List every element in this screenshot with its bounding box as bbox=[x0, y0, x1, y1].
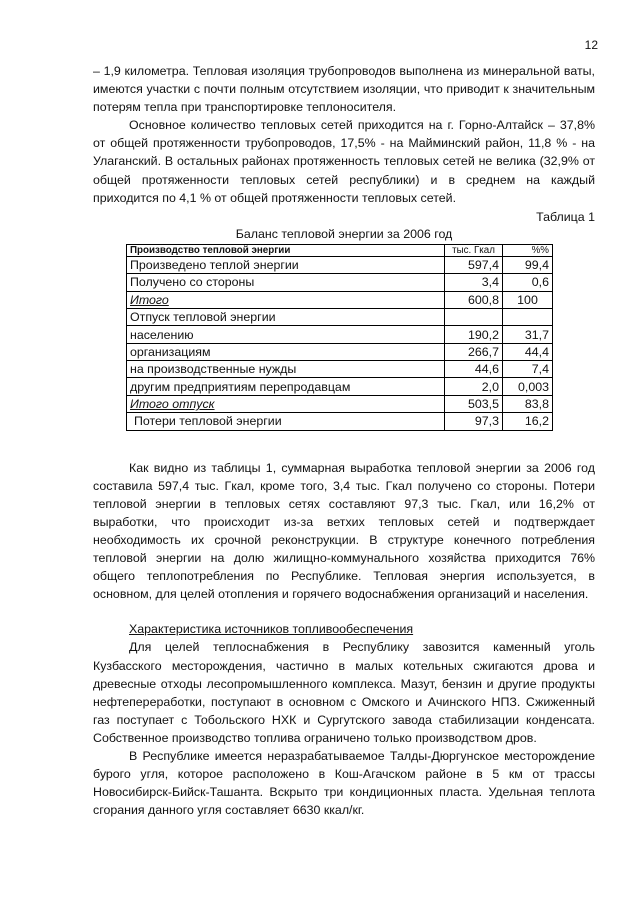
row-name: населению bbox=[127, 326, 445, 343]
header-production: Производство тепловой энергии bbox=[127, 244, 445, 256]
table-row-total bbox=[127, 395, 553, 412]
row-value: 190,2 bbox=[445, 326, 503, 343]
row-value: 266,7 bbox=[445, 343, 503, 360]
row-name: другим предприятиям перепродавцам bbox=[127, 378, 445, 395]
heat-balance-table bbox=[126, 244, 553, 431]
row-value: 97,3 bbox=[445, 413, 503, 430]
table-row bbox=[127, 274, 553, 291]
row-value bbox=[445, 308, 503, 325]
table-row bbox=[127, 378, 553, 395]
row-percent: 31,7 bbox=[503, 326, 553, 343]
table-header-row bbox=[127, 244, 553, 256]
table-row bbox=[127, 361, 553, 378]
row-value: 600,8 bbox=[445, 291, 503, 308]
row-value: 2,0 bbox=[445, 378, 503, 395]
row-percent: 0,003 bbox=[503, 378, 553, 395]
row-name: Потери тепловой энергии bbox=[127, 413, 445, 430]
header-percent: %% bbox=[503, 244, 553, 256]
row-percent: 16,2 bbox=[503, 413, 553, 430]
row-percent: 83,8 bbox=[503, 395, 553, 412]
table-row-total bbox=[127, 291, 553, 308]
row-name: Итого bbox=[127, 291, 445, 308]
row-value: 44,6 bbox=[445, 361, 503, 378]
header-unit: тыс. Гкал bbox=[445, 244, 503, 256]
paragraph-fuel-sources: Для целей теплоснабжения в Республику завозится каменный уголь Кузбасского месторождения, частично в малых котельных сжигаются дрова и древесные отходы лесопромышленного комплекса. Мазут, бензин и другие продукты нефтепереработки, поступают в основном с Омского и Ачинского НПЗ. Сжиженный газ поступает с Тобольского НХК и Сургутского завода стабилизации конденсата. Собственное производство топлива ограничено только производством дров. bbox=[93, 640, 595, 745]
paragraph-table-analysis: Как видно из таблицы 1, суммарная выработка тепловой энергии за 2006 год составила 597,4 тыс. Гкал, кроме того, 3,4 тыс. Гкал получено со стороны. Потери тепловой энергии в тепловых сетях составляют 97,3 тыс. Гкал, или 16,2% от выработки, что происходит из-за ветхих тепловых сетей и подтверждает необходимость их срочной реконструкции. В структуре конечного потребления тепловой энергии на долю жилищно-коммунального хозяйства приходится 76% общего теплопотребления по Республике. Тепловая энергия используется, в основном, для целей отопления и горячего водоснабжения организаций и населения. bbox=[93, 460, 595, 602]
table-label: Таблица 1 bbox=[536, 209, 595, 224]
table-row bbox=[127, 256, 553, 273]
row-percent: 0,6 bbox=[503, 274, 553, 291]
row-percent: 99,4 bbox=[503, 256, 553, 273]
row-name: организациям bbox=[127, 343, 445, 360]
row-percent: 44,4 bbox=[503, 343, 553, 360]
row-percent: 7,4 bbox=[503, 361, 553, 378]
paragraph-coal-deposit: В Республике имеется неразрабатываемое Талды-Дюргунское месторождение бурого угля, которое расположено в Кош-Агачском районе в 5 км от трассы Новосибирск-Бийск-Ташанта. Вскрыто три кондиционных пласта. Удельная теплота сгорания данного угля составляет 6630 ккал/кг. bbox=[93, 748, 595, 818]
row-value: 597,4 bbox=[445, 256, 503, 273]
row-name: на производственные нужды bbox=[127, 361, 445, 378]
row-percent: 100 bbox=[503, 291, 553, 308]
row-name: Отпуск тепловой энергии bbox=[127, 308, 445, 325]
table-title: Баланс тепловой энергии за 2006 год bbox=[235, 226, 453, 241]
document-body bbox=[93, 62, 595, 819]
row-value: 503,5 bbox=[445, 395, 503, 412]
table-row bbox=[127, 326, 553, 343]
table-row-section bbox=[127, 308, 553, 325]
row-percent bbox=[503, 308, 553, 325]
section-heading: Характеристика источников топливообеспечения bbox=[129, 622, 414, 637]
row-value: 3,4 bbox=[445, 274, 503, 291]
page-number: 12 bbox=[584, 38, 598, 52]
paragraph-insulation: – 1,9 километра. Тепловая изоляция трубопроводов выполнена из минеральной ваты, имеются участки с почти полным отсутствием изоляции, что приводит к значительным потерям тепла при транспортировке теплоносителя. bbox=[93, 64, 595, 115]
row-name: Произведено теплой энергии bbox=[127, 256, 445, 273]
table-row bbox=[127, 413, 553, 430]
paragraph-network-distribution: Основное количество тепловых сетей приходится на г. Горно-Алтайск – 37,8% от общей протяженности трубопроводов, 17,5% - на Майминский район, 11,8 % - на Улаганский. В остальных районах протяженность тепловых сетей не велика (32,9% от общей протяженности тепловых сетей республики) и в среднем на каждый приходится по 4,1 % от общей протяженности тепловых сетей. bbox=[93, 118, 595, 205]
row-name: Получено со стороны bbox=[127, 274, 445, 291]
row-name: Итого отпуск bbox=[127, 395, 445, 412]
table-row bbox=[127, 343, 553, 360]
